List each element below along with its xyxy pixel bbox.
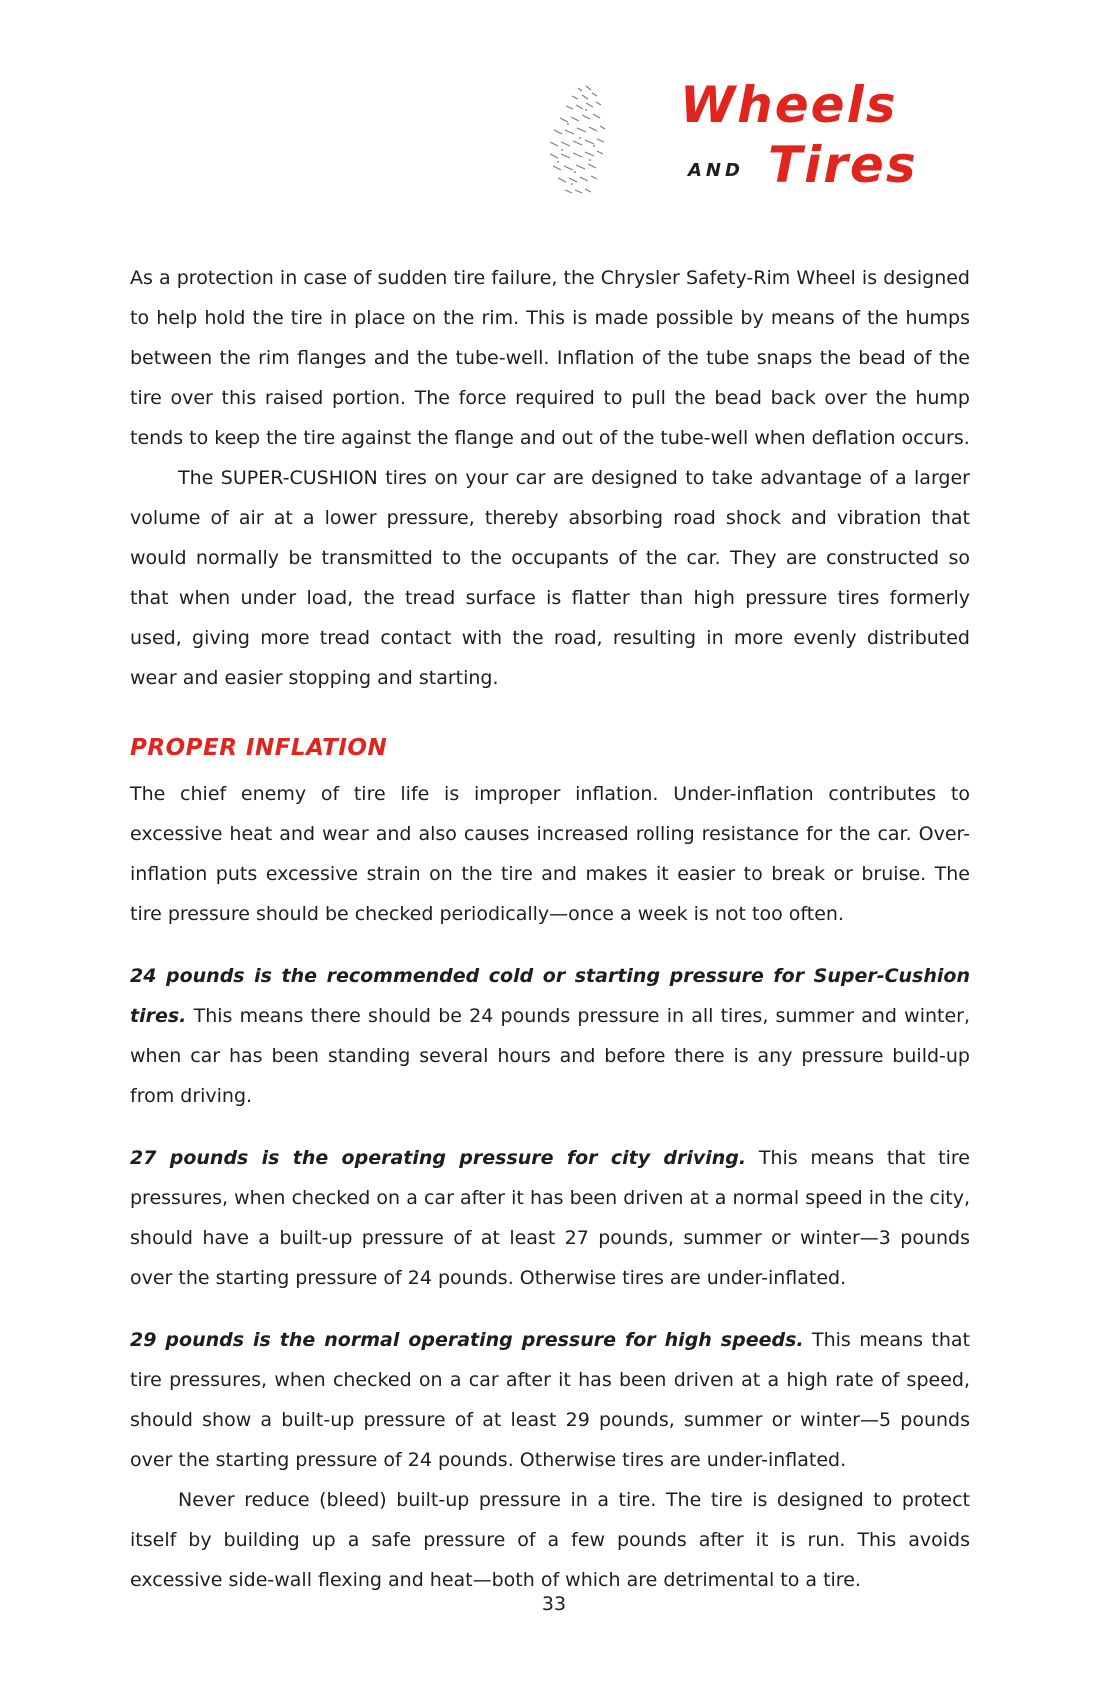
pressure-24-paragraph xyxy=(130,956,970,1116)
section-heading-proper-inflation: PROPER INFLATION xyxy=(130,735,388,761)
title-wheels: Wheels xyxy=(680,76,898,134)
title-and: AND xyxy=(688,160,744,181)
tire-tread-sketch-icon xyxy=(520,80,640,210)
page-number: 33 xyxy=(541,1593,567,1615)
title-block xyxy=(520,76,980,220)
inflation-paragraph-1: The chief enemy of tire life is improper inflation. Under-inflation contributes to excessive heat and wear and also causes increased rolling resistance for the car. Over-inflation puts excessive strain on the tire and makes it easier to break or bruise. The tire pressure should be checked periodically—once a week is not too often. xyxy=(130,783,970,925)
intro-paragraph-2: The SUPER-CUSHION tires on your car are designed to take advantage of a larger volume of air at a lower pressure, thereby absorbing road shock and vibration that would normally be transmitted to the occupants of the car. They are constructed so that when under load, the tread surface is flatter than high pressure tires formerly used, giving more tread contact with the road, resulting in more evenly distributed wear and easier stopping and starting. xyxy=(130,467,970,689)
pressure-27-paragraph xyxy=(130,1138,970,1298)
pressure-27-body: This means that tire pressures, when checked on a car after it has been driven at a normal speed in the city, should have a built-up pressure of at least 27 pounds, summer or winter—3 pounds over the starting pressure of 24 pounds. Otherwise tires are under-inflated. xyxy=(130,1147,970,1289)
pressure-29-body: This means that tire pressures, when checked on a car after it has been driven at a high rate of speed, should show a built-up pressure of at least 29 pounds, summer or winter—5 pounds over the starting pressure of 24 pounds. Otherwise tires are under-inflated. xyxy=(130,1329,970,1471)
closing-paragraph: Never reduce (bleed) built-up pressure in a tire. The tire is designed to protect itself by building up a safe pressure of a few pounds after it is run. This avoids excessive side-wall flexing and heat—both of which are detrimental to a tire. xyxy=(130,1489,970,1591)
page-content xyxy=(130,258,970,1600)
intro-paragraph-1: As a protection in case of sudden tire failure, the Chrysler Safety-Rim Wheel is designed to help hold the tire in place on the rim. This is made possible by means of the humps between the rim flanges and the tube-well. Inflation of the tube snaps the bead of the tire over this raised portion. The force required to pull the bead back over the hump tends to keep the tire against the flange and out of the tube-well when deflation occurs. xyxy=(130,267,970,449)
pressure-24-body: This means there should be 24 pounds pressure in all tires, summer and winter, when car has been standing several hours and before there is any pressure build-up from driving. xyxy=(130,1005,970,1107)
pressure-29-paragraph xyxy=(130,1320,970,1480)
pressure-29-lead: 29 pounds is the normal operating pressure for high speeds. xyxy=(130,1329,804,1351)
pressure-27-lead: 27 pounds is the operating pressure for city driving. xyxy=(130,1147,747,1169)
pressure-24-lead: 24 pounds is the recommended cold or starting pressure for Super-Cushion tires. xyxy=(130,965,970,1027)
title-tires: Tires xyxy=(768,136,918,194)
